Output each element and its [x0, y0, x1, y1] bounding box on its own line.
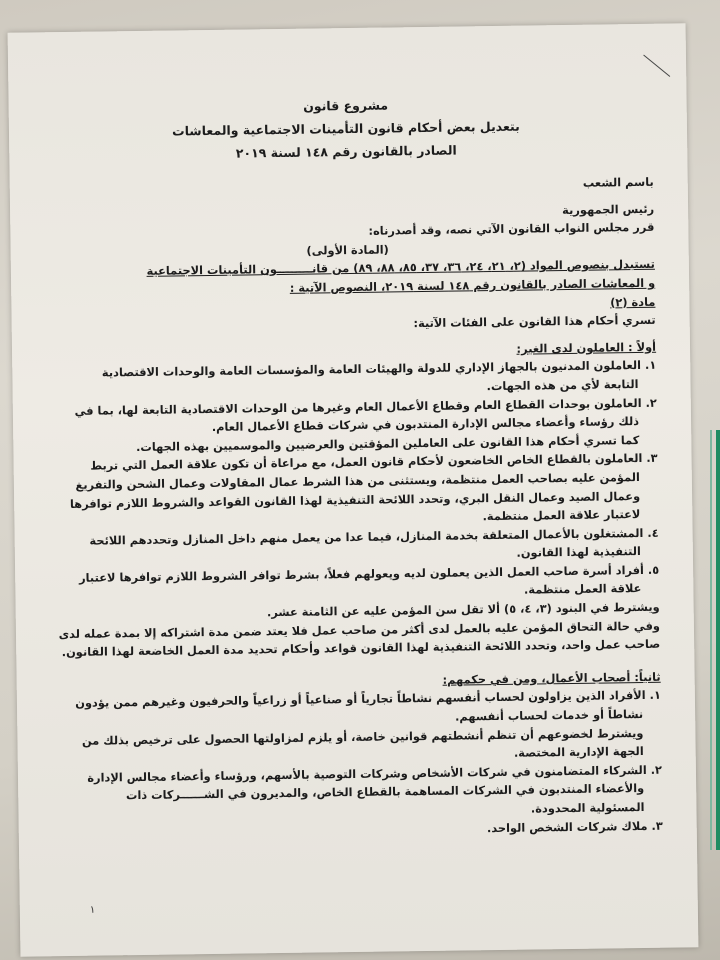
doc-subtitle: بتعديل بعض أحكام قانون التأمينات الاجتماعية والمعاشات	[171, 118, 520, 139]
section1-multi-employer-cont: صاحب عمل واحد، وتحدد اللائحة التنفيذية لهذا القانون قواعد وأحكام تحديد مدة العمل الخاضعة لهذا القانون.	[61, 636, 661, 660]
preamble-people: باسم الشعب	[582, 174, 654, 190]
section1-item3-cont3: لاعتبار علاقة العمل منتظمة.	[482, 507, 641, 524]
section2-item3: ٣. ملاك شركات الشخص الواحد.	[486, 818, 663, 835]
article1-heading: (المادة الأولى)	[306, 242, 389, 258]
section2-item2-cont2: المسئولية المحدودة.	[530, 799, 645, 816]
preamble-decree: قرر مجلس النواب القانون الآتي نصه، وقد أصدرناه:	[368, 219, 655, 238]
binder-strip-edge	[710, 430, 712, 850]
section2-heading: ثانياً: أصحاب الأعمال، ومن في حكمهم:	[442, 669, 661, 687]
section1-item1: ١. العاملون المدنيون بالجهاز الإداري للدولة والهيئات العامة والمؤسسات العامة والوحدات الاقتصادية	[101, 358, 657, 380]
section1-item2: ٢. العاملون بوحدات القطاع العام وقطاع الأعمال العام وغيرها من الوحدات الاقتصادية التابعة لها، بما في	[74, 395, 657, 418]
section1-item4-cont: التنفيذية لهذا القانون.	[516, 544, 641, 561]
section1-note: كما تسري أحكام هذا القانون على العاملين المؤقتين والعرضيين والموسميين بهذه الجهات.	[135, 432, 640, 454]
preamble-president: رئيس الجمهورية	[562, 201, 655, 217]
section1-item5: ٥. أفراد أسرة صاحب العمل الذين يعملون لديه ويعولهم فعلاً، بشرط توافر الشروط اللازم توافرها لاعتبار	[78, 562, 660, 585]
document-body	[39, 90, 665, 946]
section2-item1-condition: ويشترط لخضوعهم أن تنظم أنشطتهم قوانين خاصة، أو يلزم لمزاولتها الحصول على ترخيص بذلك من	[81, 725, 644, 748]
article1-line1: تستبدل بنصوص المواد (٢، ٢١، ٢٤، ٣٦، ٣٧، ٨٥، ٨٨، ٨٩) من قانـــــــــون التأمينات الاجتماعية	[146, 257, 655, 279]
doc-title: مشروع قانون	[303, 97, 389, 114]
article2-intro: تسري أحكام هذا القانون على الفئات الآتية:	[413, 312, 656, 331]
section1-condition: ويشترط في البنود (٣، ٤، ٥) ألا تقل سن المؤمن عليه عن الثامنة عشر.	[266, 599, 660, 620]
section1-item3: ٣. العاملون بالقطاع الخاص الخاضعون لأحكام قانون العمل، مع مراعاة أن تكون علاقة العمل التي تربط	[90, 451, 658, 473]
section1-item4: ٤. المشتغلون بالأعمال المتعلقة بخدمة المنازل، فيما عدا من يعمل منهم داخل المنازل وتحددهم اللائحة	[89, 525, 659, 548]
section2-item2: ٢. الشركاء المتضامنون في شركات الأشخاص وشركات التوصية بالأسهم، ورؤساء وأعضاء مجالس الإدارة	[87, 762, 663, 785]
article1-line2: و المعاشات الصادر بالقانون رقم ١٤٨ لسنة ٢٠١٩، النصوص الآتية :	[289, 275, 656, 295]
section1-item5-cont: علاقة العمل منتظمة.	[523, 581, 642, 598]
doc-law-reference: الصادر بالقانون رقم ١٤٨ لسنة ٢٠١٩	[235, 142, 457, 161]
document-page	[8, 23, 699, 956]
section1-heading: أولاً : العاملون لدى الغير:	[516, 339, 657, 356]
section2-item1-condition-cont: الجهة الإدارية المختصة.	[513, 744, 644, 760]
section1-item3-cont2: وعمال الصيد وعمال النقل البري، وتحدد اللائحة التنفيذية لهذا القانون القواعد والشروط اللازم توافرها	[69, 488, 641, 511]
article2-heading: مادة (٢)	[610, 294, 656, 309]
section2-item2-cont1: والأعضاء المنتدبون في الشركات المساهمة بالقطاع الخاص، والمديرون في الشــــــركات ذات	[125, 781, 645, 803]
section1-item1-cont: التابعة لأي من هذه الجهات.	[486, 376, 639, 394]
section1-item2-cont: ذلك رؤساء وأعضاء مجالس الإدارة المنتدبون في شركات قطاع الأعمال العام.	[211, 414, 640, 435]
section2-item1: ١. الأفراد الذين يزاولون لحساب أنفسهم نشاطاً تجارياً أو صناعياً أو زراعياً والحرفيون وغيرهم ممن يؤدون	[75, 688, 661, 711]
section2-item1-cont: نشاطاً أو خدمات لحساب أنفسهم.	[454, 707, 644, 724]
section1-multi-employer: وفي حالة التحاق المؤمن عليه بالعمل لدى أكثر من صاحب عمل فلا يعتد ضمن مدة اشتراكه إلا بمدة عمله لدى	[58, 618, 661, 641]
binder-strip	[716, 430, 720, 850]
page-number: ١	[89, 904, 96, 916]
section1-item3-cont1: المؤمن عليه بصاحب العمل منتظمة، ويستثنى من هذا الشرط عمال المقاولات وعمال الشحن والتفريغ	[75, 469, 640, 492]
